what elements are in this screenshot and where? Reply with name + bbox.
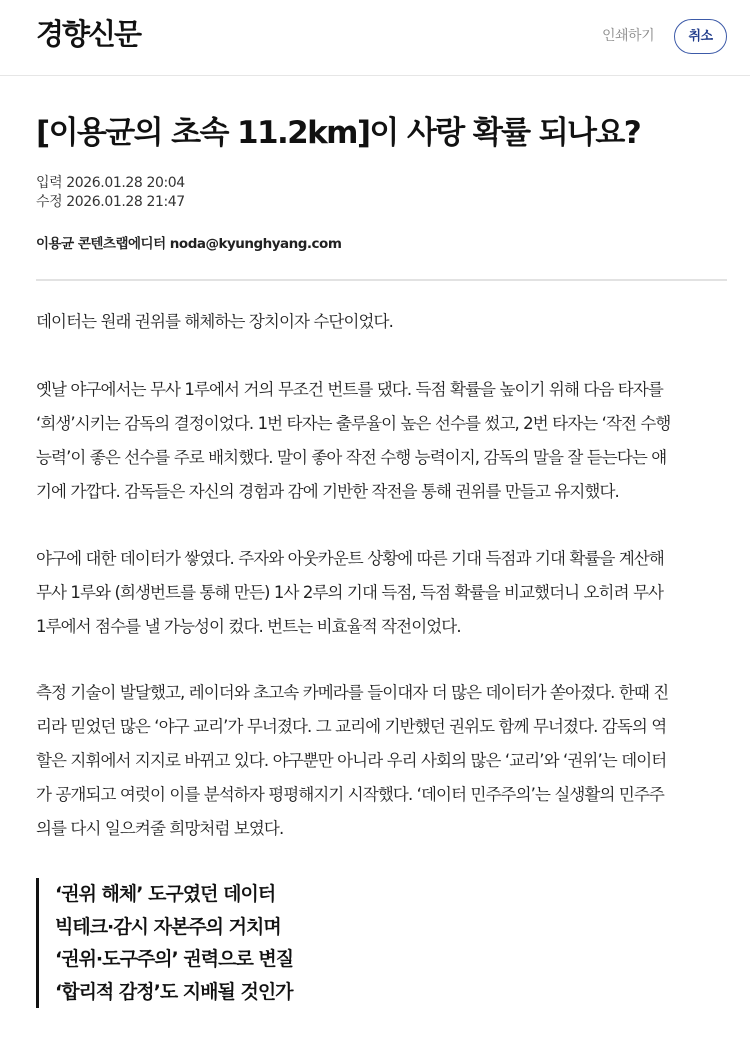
article-paragraph xyxy=(36,542,727,644)
paragraph-line: 가 공개되고 여럿이 이를 분석하자 평평해지기 시작했다. ‘데이터 민주주의’는 실생활의 민주주 xyxy=(36,785,664,804)
modified-label: 수정 xyxy=(36,194,63,210)
print-link[interactable]: 인쇄하기 xyxy=(602,28,655,44)
site-logo[interactable]: 경향신문 xyxy=(36,17,141,51)
paragraph-line: 야구에 대한 데이터가 쌓였다. 주자와 아웃카운트 상황에 따른 기대 득점과 기대 확률을 계산해 xyxy=(36,549,664,568)
top-bar xyxy=(0,0,750,76)
paragraph-line: ‘희생’시키는 감독의 결정이었다. 1번 타자는 출루율이 높은 선수를 썼고, 2번 타자는 ‘작전 수행 xyxy=(36,414,671,433)
input-datetime: 2026.01.28 20:04 xyxy=(66,175,185,191)
paragraph-line: 리라 믿었던 많은 ‘야구 교리’가 무너졌다. 그 교리에 기반했던 권위도 함께 무너졌다. 감독의 역 xyxy=(36,717,667,736)
input-label: 입력 xyxy=(36,175,63,191)
article-headline: [이용균의 초속 11.2km]이 사랑 확률 되나요? xyxy=(36,115,641,151)
paragraph-line: 옛날 야구에서는 무사 1루에서 거의 무조건 번트를 댔다. 득점 확률을 높이기 위해 다음 타자를 xyxy=(36,380,663,399)
cancel-button[interactable]: 취소 xyxy=(674,19,727,54)
pull-quote-line: ‘합리적 감정’도 지배될 것인가 xyxy=(55,980,293,1003)
paragraph-line: 능력’이 좋은 선수를 주로 배치했다. 말이 좋아 작전 수행 능력이지, 감독의 말을 잘 듣는다는 얘 xyxy=(36,448,667,467)
pull-quote-line: ‘권위 해체’ 도구였던 데이터 xyxy=(55,883,276,905)
pull-quote xyxy=(36,878,727,1008)
article-paragraph xyxy=(36,676,727,846)
modified-datetime-line xyxy=(36,193,185,212)
paragraph-line: 기에 가깝다. 감독들은 자신의 경험과 감에 기반한 작전을 통해 권위를 만들고 유지했다. xyxy=(36,482,619,501)
paragraph-line: 측정 기술이 발달했고, 레이더와 초고속 카메라를 들이대자 더 많은 데이터가 쏟아졌다. 한때 진 xyxy=(36,683,669,702)
input-datetime-line xyxy=(36,174,185,193)
author-byline: 이용균 콘텐츠랩에디터 noda@kyunghyang.com xyxy=(36,236,342,252)
paragraph-line: 의를 다시 일으켜줄 희망처럼 보였다. xyxy=(36,819,284,838)
paragraph-line: 할은 지휘에서 지지로 바뀌고 있다. 야구뿐만 아니라 우리 사회의 많은 ‘교리’와 ‘권위’는 데이터 xyxy=(36,751,667,770)
header-divider xyxy=(36,279,727,281)
modified-datetime: 2026.01.28 21:47 xyxy=(66,194,185,210)
paragraph-line: 무사 1루와 (희생번트를 통해 만든) 1사 2루의 기대 득점, 득점 확률을 비교했더니 오히려 무사 xyxy=(36,583,664,602)
pull-quote-line: 빅테크·감시 자본주의 거치며 xyxy=(55,915,281,938)
pull-quote-line: ‘권위·도구주의’ 권력으로 변질 xyxy=(55,948,294,970)
article-paragraph xyxy=(36,373,727,509)
paragraph-line: 1루에서 점수를 낼 가능성이 컸다. 번트는 비효율적 작전이었다. xyxy=(36,617,461,636)
paragraph-line: 데이터는 원래 권위를 해체하는 장치이자 수단이었다. xyxy=(36,312,393,331)
article-paragraph xyxy=(36,305,727,339)
